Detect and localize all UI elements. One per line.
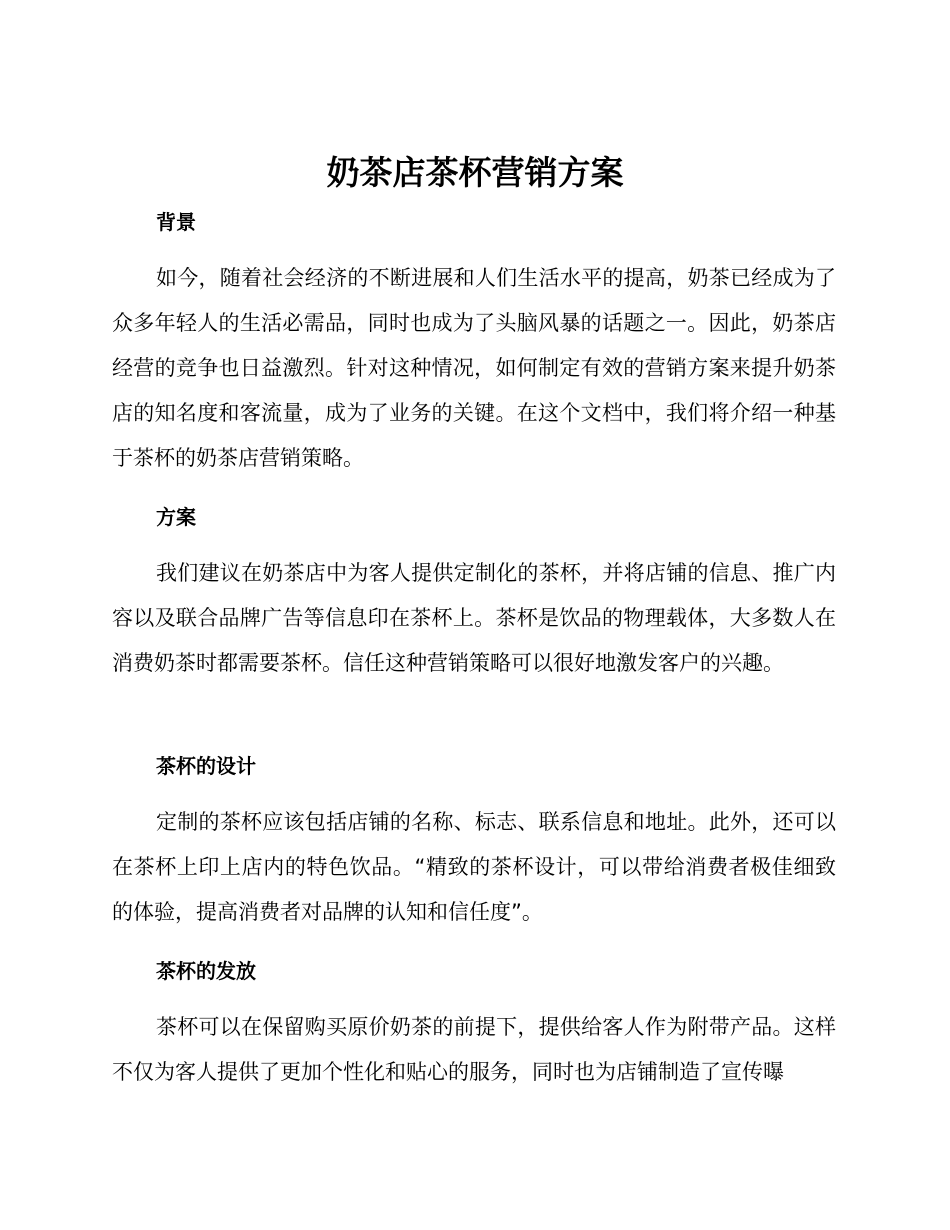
section-paragraph-background: 如今，随着社会经济的不断进展和人们生活水平的提高，奶茶已经成为了众多年轻人的生活必需品，同时也成为了头脑风暴的话题之一。因此，奶茶店经营的竞争也日益激烈。针对这种情况，如何制定有效的营销方案来提升奶茶店的知名度和客流量，成为了业务的关键。在这个文档中，我们将介绍一种基于茶杯的奶茶店营销策略。 (112, 266, 836, 470)
section-heading-cup-design: 茶杯的设计 (156, 754, 256, 778)
section-heading-plan: 方案 (156, 505, 196, 529)
section-heading-cup-distribution: 茶杯的发放 (156, 959, 256, 983)
page-title: 奶茶店茶杯营销方案 (326, 153, 624, 192)
section-paragraph-cup-design: 定制的茶杯应该包括店铺的名称、标志、联系信息和地址。此外，还可以在茶杯上印上店内的特色饮品。“精致的茶杯设计，可以带给消费者极佳细致的体验，提高消费者对品牌的认知和信任度”。 (112, 810, 836, 924)
section-paragraph-plan: 我们建议在奶茶店中为客人提供定制化的茶杯，并将店铺的信息、推广内容以及联合品牌广告等信息印在茶杯上。茶杯是饮品的物理载体，大多数人在消费奶茶时都需要茶杯。信任这种营销策略可以很好地激发客户的兴趣。 (112, 561, 836, 675)
section-heading-background: 背景 (156, 210, 196, 234)
section-paragraph-cup-distribution: 茶杯可以在保留购买原价奶茶的前提下，提供给客人作为附带产品。这样不仅为客人提供了更加个性化和贴心的服务，同时也为店铺制造了宣传曝 (112, 1015, 836, 1084)
